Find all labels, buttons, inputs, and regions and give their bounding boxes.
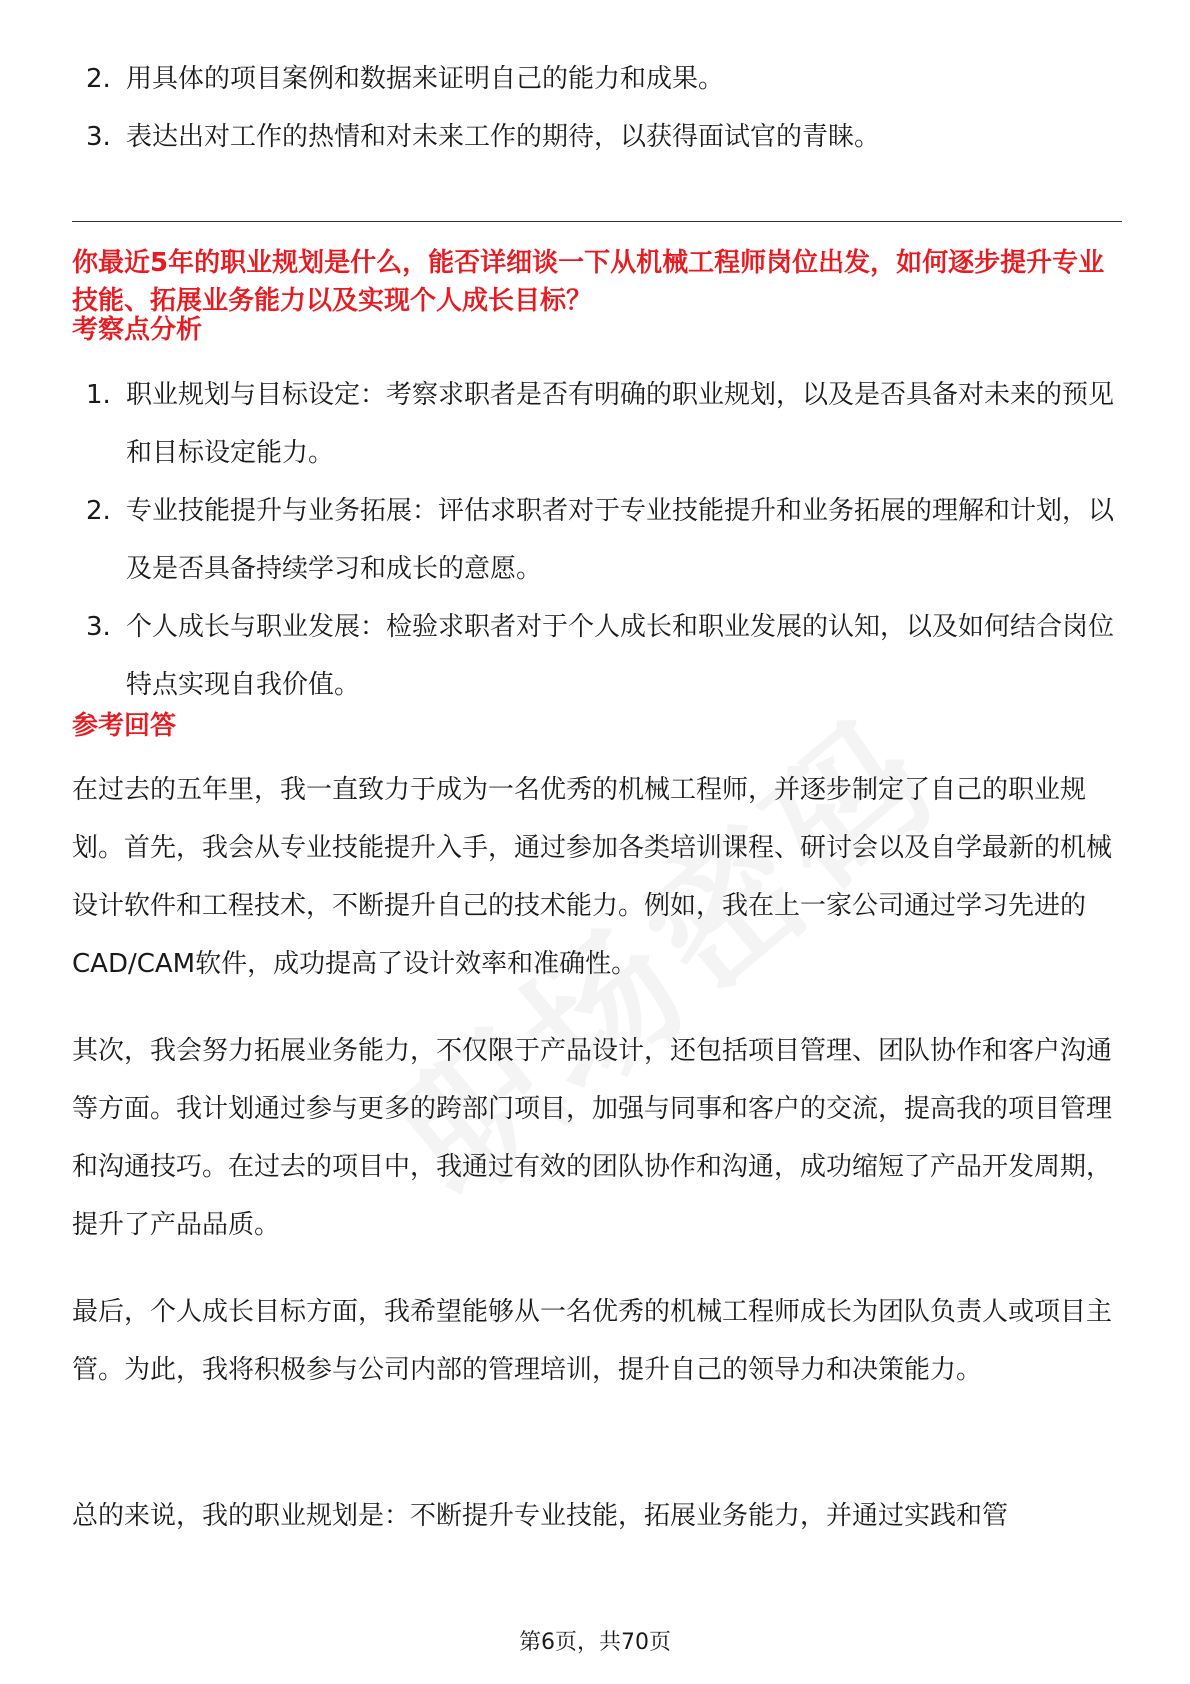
answer-paragraph: 在过去的五年里，我一直致力于成为一名优秀的机械工程师，并逐步制定了自己的职业规划。首先，我会从专业技能提升入手，通过参加各类培训课程、研讨会以及自学最新的机械设计软件和工程技术，不断提升自己的技术能力。例如，我在上一家公司通过学习先进的CAD/CAM软件，成功提高了设计效率和准确性。 (72, 775, 1113, 979)
answer-paragraph: 其次，我会努力拓展业务能力，不仅限于产品设计，还包括项目管理、团队协作和客户沟通等方面。我计划通过参与更多的跨部门项目，加强与同事和客户的交流，提高我的项目管理和沟通技巧。在过去的项目中，我通过有效的团队协作和沟通，成功缩短了产品开发周期，提升了产品品质。 (72, 1036, 1113, 1240)
list-item: 3. 个人成长与职业发展：检验求职者对于个人成长和职业发展的认知，以及如何结合岗位特点实现自我价值。 (86, 612, 1115, 700)
list-item: 2. 用具体的项目案例和数据来证明自己的能力和成果。 (86, 64, 725, 94)
analysis-list (72, 366, 1122, 714)
analysis-heading: 考察点分析 (72, 315, 203, 345)
section-divider (72, 221, 1122, 222)
answer-paragraph: 总的来说，我的职业规划是：不断提升专业技能，拓展业务能力，并通过实践和管 (72, 1501, 1009, 1531)
page-footer: 第6页，共70页 (519, 1630, 671, 1655)
list-item: 3. 表达出对工作的热情和对未来工作的期待，以获得面试官的青睐。 (86, 122, 881, 152)
question-title: 你最近5年的职业规划是什么，能否详细谈一下从机械工程师岗位出发，如何逐步提升专业技能、拓展业务能力以及实现个人成长目标？ (72, 248, 1105, 316)
list-item: 1. 职业规划与目标设定：考察求职者是否有明确的职业规划，以及是否具备对未来的预见和目标设定能力。 (86, 380, 1115, 468)
answer-heading: 参考回答 (72, 711, 177, 741)
top-list (72, 50, 1122, 166)
answer-paragraph: 最后，个人成长目标方面，我希望能够从一名优秀的机械工程师成长为团队负责人或项目主管。为此，我将积极参与公司内部的管理培训，提升自己的领导力和决策能力。 (72, 1297, 1113, 1385)
list-item: 2. 专业技能提升与业务拓展：评估求职者对于专业技能提升和业务拓展的理解和计划，以及是否具备持续学习和成长的意愿。 (86, 496, 1115, 584)
